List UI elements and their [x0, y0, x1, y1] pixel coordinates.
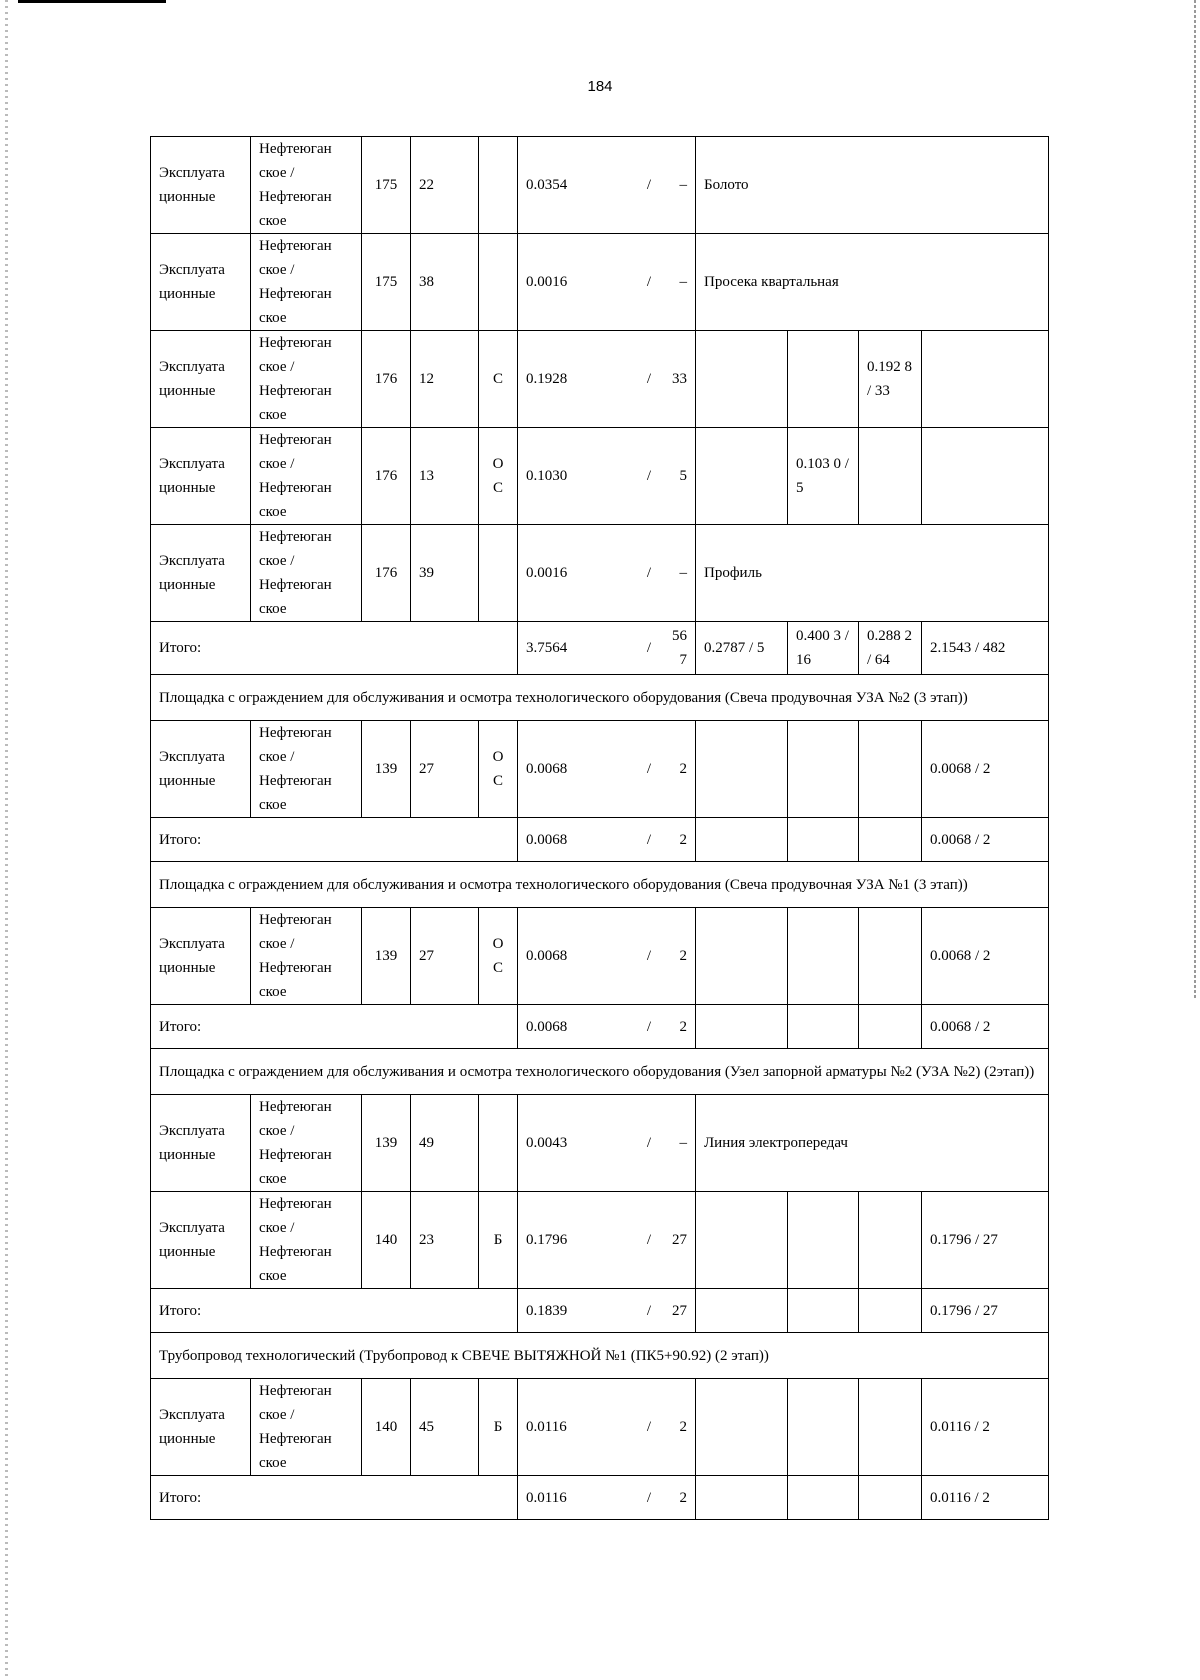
class-cell: [479, 1095, 518, 1192]
quarter-cell: 139: [362, 721, 411, 818]
total-area-cell: [518, 622, 696, 675]
col1-cell: [696, 908, 788, 1005]
area-cell: [518, 331, 696, 428]
table-row: [151, 234, 1049, 331]
area-value: 0.0116: [526, 1489, 567, 1506]
class-cell: О С: [479, 428, 518, 525]
total-area-cell: [518, 818, 696, 862]
total-label: Итого:: [151, 622, 518, 675]
col2-cell: [788, 1476, 859, 1520]
col2-cell: [788, 818, 859, 862]
slash-separator: /: [646, 948, 651, 964]
total-area-cell: [518, 1476, 696, 1520]
col1-cell: [696, 1005, 788, 1049]
col1-cell: [696, 1289, 788, 1333]
district-cell: Нефтеюган ское / Нефтеюган ское: [251, 331, 362, 428]
category-cell: Эксплуата ционные: [151, 525, 251, 622]
table-row: [151, 1095, 1049, 1192]
share-value: 5: [679, 468, 687, 484]
col4-cell: [922, 428, 1049, 525]
area-value: 0.1839: [526, 1302, 568, 1319]
quarter-cell: 139: [362, 908, 411, 1005]
district-cell: Нефтеюган ское / Нефтеюган ское: [251, 721, 362, 818]
total-row: [151, 1476, 1049, 1520]
area-value: 0.0016: [526, 274, 568, 290]
quarter-cell: 175: [362, 137, 411, 234]
col2-cell: 0.400 3 / 16: [788, 622, 859, 675]
share-value: 33: [672, 371, 687, 387]
col4-cell: 0.1796 / 27: [922, 1289, 1049, 1333]
plot-cell: 39: [411, 525, 479, 622]
plot-cell: 13: [411, 428, 479, 525]
total-label: Итого:: [151, 818, 518, 862]
section-title-row: [151, 862, 1049, 908]
share-value: 2: [679, 1018, 687, 1035]
slash-separator: /: [646, 565, 651, 581]
total-label: Итого:: [151, 1476, 518, 1520]
total-row: [151, 1289, 1049, 1333]
district-cell: Нефтеюган ское / Нефтеюган ское: [251, 137, 362, 234]
col3-cell: [859, 1379, 922, 1476]
class-cell: [479, 525, 518, 622]
area-value: 0.0016: [526, 565, 568, 581]
col4-cell: 0.0116 / 2: [922, 1379, 1049, 1476]
col3-cell: [859, 1476, 922, 1520]
col4-cell: 0.1796 / 27: [922, 1192, 1049, 1289]
table-body: [151, 137, 1049, 1520]
col2-cell: [788, 331, 859, 428]
quarter-cell: 139: [362, 1095, 411, 1192]
slash-separator: /: [646, 1018, 651, 1035]
area-cell: [518, 1379, 696, 1476]
class-cell: [479, 234, 518, 331]
col3-cell: 0.192 8 / 33: [859, 331, 922, 428]
table-row: [151, 908, 1049, 1005]
quarter-cell: 140: [362, 1379, 411, 1476]
area-cell: [518, 1095, 696, 1192]
col1-cell: [696, 428, 788, 525]
table-row: [151, 331, 1049, 428]
slash-separator: /: [646, 1419, 651, 1435]
area-cell: [518, 908, 696, 1005]
category-cell: Эксплуата ционные: [151, 721, 251, 818]
col3-cell: [859, 1005, 922, 1049]
share-value: –: [679, 177, 687, 193]
table-row: [151, 1192, 1049, 1289]
col4-cell: 2.1543 / 482: [922, 622, 1049, 675]
slash-separator: /: [646, 761, 651, 777]
area-value: 0.1030: [526, 468, 568, 484]
area-value: 0.0068: [526, 761, 568, 777]
total-area-cell: [518, 1289, 696, 1333]
col1-cell: 0.2787 / 5: [696, 622, 788, 675]
slash-separator: /: [646, 371, 651, 387]
total-label: Итого:: [151, 1289, 518, 1333]
section-title-row: [151, 675, 1049, 721]
share-value: 27: [672, 1302, 687, 1319]
share-value: –: [679, 274, 687, 290]
area-value: 0.1928: [526, 371, 568, 387]
plot-cell: 38: [411, 234, 479, 331]
slash-separator: /: [646, 274, 651, 290]
col4-cell: [922, 331, 1049, 428]
plot-cell: 27: [411, 908, 479, 1005]
class-cell: [479, 137, 518, 234]
area-cell: [518, 1192, 696, 1289]
share-value: –: [679, 565, 687, 581]
share-value: 2: [679, 831, 687, 848]
class-cell: Б: [479, 1379, 518, 1476]
category-cell: Эксплуата ционные: [151, 331, 251, 428]
category-cell: Эксплуата ционные: [151, 428, 251, 525]
col2-cell: [788, 1379, 859, 1476]
plot-cell: 45: [411, 1379, 479, 1476]
col2-cell: [788, 908, 859, 1005]
col4-cell: 0.0068 / 2: [922, 721, 1049, 818]
share-value: 27: [672, 1232, 687, 1248]
total-label: Итого:: [151, 1005, 518, 1049]
forest-plots-table: [150, 136, 1049, 1520]
col1-cell: [696, 818, 788, 862]
share-value: 56 7: [672, 628, 687, 668]
district-cell: Нефтеюган ское / Нефтеюган ское: [251, 525, 362, 622]
share-value: 2: [679, 1419, 687, 1435]
quarter-cell: 175: [362, 234, 411, 331]
category-cell: Эксплуата ционные: [151, 1379, 251, 1476]
scan-edge-left: [5, 0, 8, 1680]
plot-cell: 49: [411, 1095, 479, 1192]
note-cell: Болото: [696, 137, 1049, 234]
table-row: [151, 721, 1049, 818]
slash-separator: /: [646, 468, 651, 484]
note-cell: Профиль: [696, 525, 1049, 622]
note-cell: Линия электропередач: [696, 1095, 1049, 1192]
section-title: Площадка с ограждением для обслуживания и осмотра технологического оборудования (Свеча продувочная УЗА №2 (3 этап)): [151, 675, 1049, 721]
district-cell: Нефтеюган ское / Нефтеюган ское: [251, 1379, 362, 1476]
category-cell: Эксплуата ционные: [151, 1095, 251, 1192]
district-cell: Нефтеюган ское / Нефтеюган ское: [251, 234, 362, 331]
category-cell: Эксплуата ционные: [151, 137, 251, 234]
area-value: 0.0354: [526, 177, 568, 193]
col1-cell: [696, 331, 788, 428]
area-cell: [518, 234, 696, 331]
col2-cell: [788, 721, 859, 818]
area-value: 0.0043: [526, 1135, 568, 1151]
area-value: 0.0068: [526, 831, 568, 848]
quarter-cell: 176: [362, 331, 411, 428]
table-row: [151, 428, 1049, 525]
section-title: Площадка с ограждением для обслуживания и осмотра технологического оборудования (Узел запорной арматуры №2 (УЗА №2) (2этап)): [151, 1049, 1049, 1095]
col3-cell: [859, 908, 922, 1005]
area-value: 0.0068: [526, 948, 568, 964]
class-cell: О С: [479, 721, 518, 818]
scan-edge-right: [1194, 0, 1196, 1000]
table-row: [151, 1379, 1049, 1476]
section-title: Площадка с ограждением для обслуживания и осмотра технологического оборудования (Свеча продувочная УЗА №1 (3 этап)): [151, 862, 1049, 908]
col2-cell: [788, 1005, 859, 1049]
plot-cell: 22: [411, 137, 479, 234]
quarter-cell: 140: [362, 1192, 411, 1289]
class-cell: О С: [479, 908, 518, 1005]
col1-cell: [696, 721, 788, 818]
slash-separator: /: [646, 1135, 651, 1151]
col4-cell: 0.0116 / 2: [922, 1476, 1049, 1520]
slash-separator: /: [646, 1489, 651, 1506]
area-cell: [518, 428, 696, 525]
class-cell: С: [479, 331, 518, 428]
slash-separator: /: [646, 1232, 651, 1248]
table-row: [151, 525, 1049, 622]
share-value: –: [679, 1135, 687, 1151]
share-value: 2: [679, 1489, 687, 1506]
slash-separator: /: [646, 640, 651, 656]
col3-cell: [859, 721, 922, 818]
scan-corner-mark: [18, 0, 166, 3]
col3-cell: [859, 1289, 922, 1333]
district-cell: Нефтеюган ское / Нефтеюган ское: [251, 1192, 362, 1289]
area-value: 0.0068: [526, 1018, 568, 1035]
slash-separator: /: [646, 177, 651, 193]
total-area-cell: [518, 1005, 696, 1049]
section-title: Трубопровод технологический (Трубопровод к СВЕЧЕ ВЫТЯЖНОЙ №1 (ПК5+90.92) (2 этап)): [151, 1333, 1049, 1379]
area-cell: [518, 721, 696, 818]
area-cell: [518, 525, 696, 622]
col4-cell: 0.0068 / 2: [922, 1005, 1049, 1049]
table-row: [151, 137, 1049, 234]
category-cell: Эксплуата ционные: [151, 908, 251, 1005]
col1-cell: [696, 1379, 788, 1476]
class-cell: Б: [479, 1192, 518, 1289]
area-value: 0.1796: [526, 1232, 568, 1248]
total-row: [151, 622, 1049, 675]
col4-cell: 0.0068 / 2: [922, 908, 1049, 1005]
col2-cell: [788, 1192, 859, 1289]
col3-cell: [859, 818, 922, 862]
col2-cell: [788, 1289, 859, 1333]
area-cell: [518, 137, 696, 234]
slash-separator: /: [646, 831, 651, 848]
category-cell: Эксплуата ционные: [151, 1192, 251, 1289]
plot-cell: 12: [411, 331, 479, 428]
share-value: 2: [679, 761, 687, 777]
col1-cell: [696, 1476, 788, 1520]
share-value: 2: [679, 948, 687, 964]
note-cell: Просека квартальная: [696, 234, 1049, 331]
quarter-cell: 176: [362, 525, 411, 622]
section-title-row: [151, 1049, 1049, 1095]
total-row: [151, 1005, 1049, 1049]
area-value: 3.7564: [526, 640, 568, 656]
area-value: 0.0116: [526, 1419, 567, 1435]
quarter-cell: 176: [362, 428, 411, 525]
district-cell: Нефтеюган ское / Нефтеюган ское: [251, 908, 362, 1005]
district-cell: Нефтеюган ское / Нефтеюган ское: [251, 1095, 362, 1192]
col4-cell: 0.0068 / 2: [922, 818, 1049, 862]
col2-cell: 0.103 0 / 5: [788, 428, 859, 525]
total-row: [151, 818, 1049, 862]
col1-cell: [696, 1192, 788, 1289]
section-title-row: [151, 1333, 1049, 1379]
page-number: 184: [587, 78, 613, 95]
plot-cell: 23: [411, 1192, 479, 1289]
category-cell: Эксплуата ционные: [151, 234, 251, 331]
slash-separator: /: [646, 1302, 651, 1319]
col3-cell: 0.288 2 / 64: [859, 622, 922, 675]
plot-cell: 27: [411, 721, 479, 818]
col3-cell: [859, 1192, 922, 1289]
district-cell: Нефтеюган ское / Нефтеюган ское: [251, 428, 362, 525]
col3-cell: [859, 428, 922, 525]
